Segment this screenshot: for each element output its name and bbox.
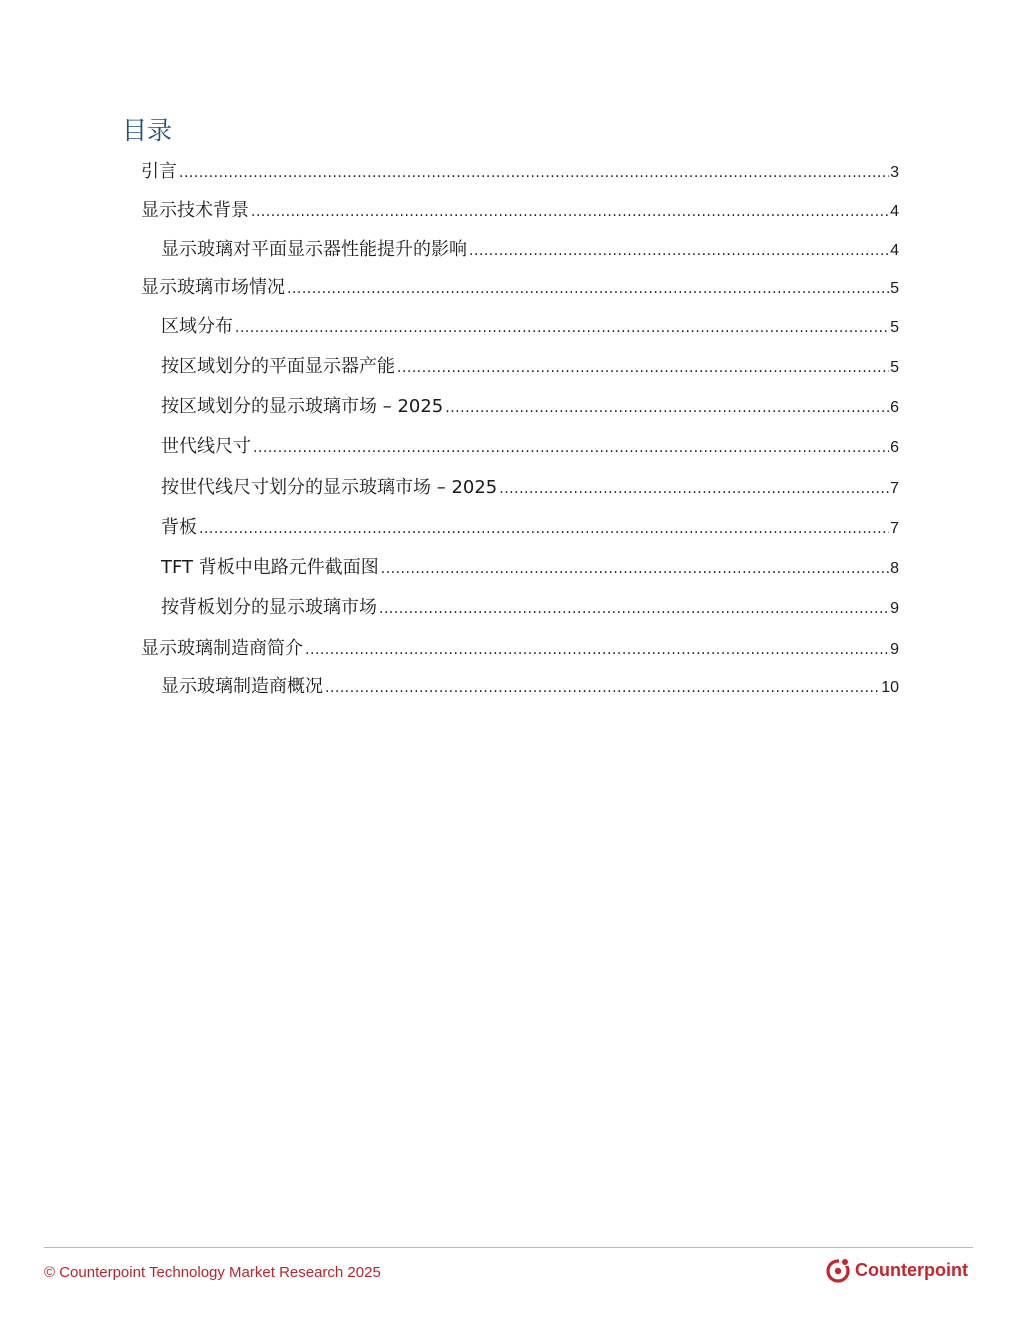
toc-entry-label: 引言	[141, 161, 177, 182]
toc-dot-leader	[325, 676, 880, 700]
toc-dot-leader	[287, 277, 889, 301]
toc-dot-leader	[253, 436, 889, 460]
brand-logo	[825, 1256, 968, 1284]
toc-entry-label: 背板	[161, 517, 197, 538]
toc-dot-leader	[235, 316, 889, 340]
toc-dot-leader	[469, 239, 889, 263]
toc-entry-tft-cross-section[interactable]	[161, 556, 899, 580]
toc-entry-glass-market-by-backplane[interactable]	[161, 596, 899, 620]
toc-entry-fpd-capacity-by-region[interactable]	[161, 355, 899, 379]
toc-page-number: 9	[890, 600, 899, 617]
toc-page-number: 5	[890, 319, 899, 336]
toc-dot-leader	[499, 477, 889, 501]
toc-entry-label: 区域分布	[161, 316, 233, 337]
toc-page-number: 9	[890, 641, 899, 658]
toc-entry-label: TFT 背板中电路元件截面图	[161, 557, 379, 578]
toc-entry-manufacturer-overview[interactable]	[161, 675, 899, 699]
toc-entry-glass-market-by-region[interactable]	[161, 395, 899, 419]
toc-title: 目录	[122, 116, 173, 145]
toc-dot-leader	[445, 396, 889, 420]
toc-entry-label: 按区域划分的显示玻璃市场 – 2025	[161, 396, 444, 417]
toc-page-number: 7	[890, 480, 899, 497]
toc-entry-label: 世代线尺寸	[161, 436, 251, 457]
toc-dot-leader	[381, 557, 889, 581]
toc-dot-leader	[199, 517, 889, 541]
toc-page-number: 5	[890, 359, 899, 376]
toc-page-number: 8	[890, 560, 899, 577]
toc-entry-manufacturer-profiles[interactable]	[141, 637, 899, 661]
toc-dot-leader	[397, 356, 889, 380]
toc-entry-display-tech-background[interactable]	[141, 199, 899, 223]
toc-dot-leader	[251, 200, 889, 224]
toc-page-number: 5	[890, 280, 899, 297]
toc-dot-leader	[179, 161, 889, 185]
toc-entry-market-situation[interactable]	[141, 276, 899, 300]
toc-page-number: 4	[890, 203, 899, 220]
toc-entry-label: 显示玻璃对平面显示器性能提升的影响	[161, 239, 467, 260]
toc-entry-regional-distribution[interactable]	[161, 315, 899, 339]
toc-entry-introduction[interactable]	[141, 160, 899, 184]
footer-divider	[44, 1247, 973, 1248]
toc-page-number: 6	[890, 439, 899, 456]
toc-entry-glass-impact[interactable]	[161, 238, 899, 262]
toc-entry-label: 显示技术背景	[141, 200, 249, 221]
toc-page-number: 4	[890, 242, 899, 259]
footer-copyright: © Counterpoint Technology Market Research 2025	[44, 1264, 381, 1281]
toc-dot-leader	[305, 638, 889, 662]
toc-dot-leader	[379, 597, 889, 621]
toc-entry-label: 显示玻璃制造商概况	[161, 676, 323, 697]
brand-name: Counterpoint	[855, 1260, 968, 1280]
toc-entry-label: 按区域划分的平面显示器产能	[161, 356, 395, 377]
toc-page-number: 3	[890, 164, 899, 181]
toc-page-number: 7	[890, 520, 899, 537]
toc-entry-generation-size[interactable]	[161, 435, 899, 459]
toc-entry-label: 显示玻璃市场情况	[141, 277, 285, 298]
toc-entry-label: 按世代线尺寸划分的显示玻璃市场 – 2025	[161, 477, 498, 498]
toc-entry-glass-market-by-generation[interactable]	[161, 476, 899, 500]
toc-entry-label: 按背板划分的显示玻璃市场	[161, 597, 377, 618]
toc-entry-backplane[interactable]	[161, 516, 899, 540]
toc-page-number: 6	[890, 399, 899, 416]
toc-page-number: 10	[881, 679, 899, 696]
toc-entry-label: 显示玻璃制造商简介	[141, 638, 303, 659]
counterpoint-logo-icon	[825, 1257, 851, 1283]
